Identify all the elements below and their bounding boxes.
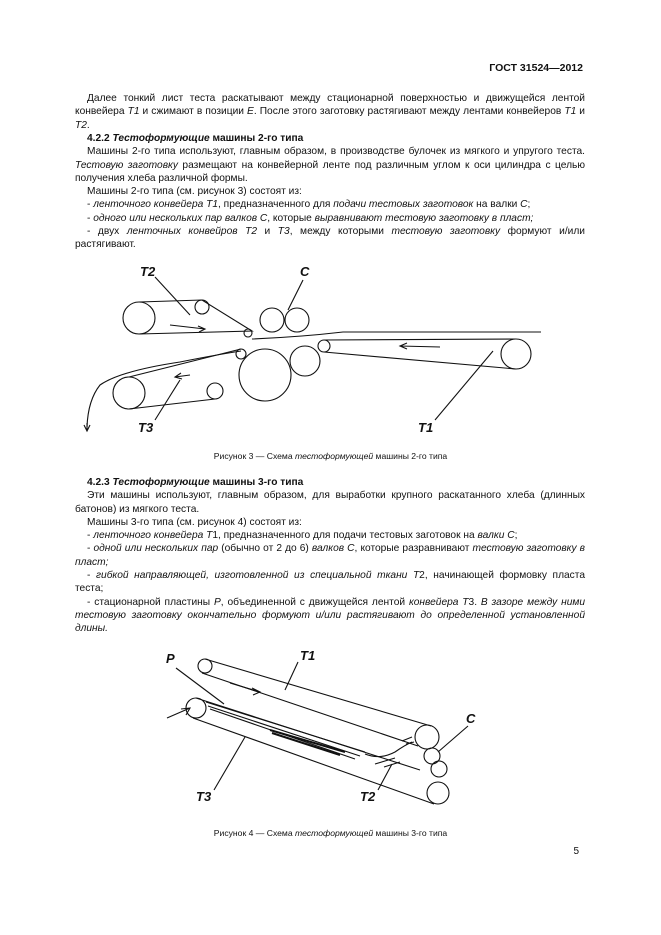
intro-block — [75, 92, 585, 132]
standard-header: ГОСТ 31524—2012 — [489, 62, 583, 74]
label-t3: Т3 — [196, 789, 212, 804]
roller — [290, 346, 320, 376]
roller — [260, 308, 284, 332]
roller — [198, 659, 212, 673]
roller — [415, 725, 439, 749]
drum — [239, 349, 291, 401]
roller — [501, 339, 531, 369]
paragraph: Машины 2-го типа используют, главным образом, в производстве булочек из мягкого и упругого теста. Тестовую заготовку размещают на конвейерной ленте под различным углом к оси цилиндра с целью получения хлеба различной формы. — [75, 146, 585, 184]
figure-3-caption: Рисунок 3 — Схема тестоформующей машины 2-го типа — [213, 451, 448, 461]
figure-4-caption: Рисунок 4 — Схема тестоформующей машины 3-го типа — [213, 828, 448, 838]
list-item: - одного или нескольких пар валков С, которые выравнивают тестовую заготовку в пласт; — [87, 212, 534, 224]
label-t2: Т2 — [360, 789, 376, 804]
roller — [113, 377, 145, 409]
list-item: - ленточного конвейера Т1, предназначенного для подачи тестовых заготовок на валки С; — [87, 199, 531, 211]
intro-paragraph: Далее тонкий лист теста раскатывают между стационарной поверхностью и движущейся лентой конвейера Т1 и сжимают в позиции Е. После этого заготовку растягивают между лентами конвейеров Т1 и Т2. — [75, 93, 585, 131]
roller — [318, 340, 330, 352]
label-t2: Т2 — [140, 264, 156, 279]
roller — [236, 349, 246, 359]
label-t1: Т1 — [300, 648, 316, 663]
section-heading: 4.2.3 Тестоформующие машины 3-го типа — [87, 477, 304, 488]
list-item: - ленточного конвейера Т1, предназначенного для подачи тестовых заготовок на валки С; — [87, 530, 518, 542]
page-number: 5 — [573, 846, 579, 857]
list-item: - гибкой направляющей, изготовленной из специальной ткани Т2, начинающей формовку пласта теста; — [75, 570, 585, 595]
paragraph: Машины 3-го типа (см. рисунок 4) состоят из: — [87, 516, 302, 528]
section-4-2-2 — [75, 132, 585, 252]
roller — [195, 300, 209, 314]
label-c: С — [300, 264, 310, 279]
paragraph: Машины 2-го типа (см. рисунок 3) состоят из: — [87, 186, 302, 198]
figure-4-diagram — [0, 642, 661, 817]
section-heading: 4.2.2 Тестоформующие машины 2-го типа — [87, 133, 304, 144]
roller — [285, 308, 309, 332]
label-p: Р — [166, 651, 175, 666]
label-c: С — [466, 711, 476, 726]
section-4-2-3 — [75, 476, 585, 636]
roller — [207, 383, 223, 399]
list-item: - одной или нескольких пар (обычно от 2 до 6) валков С, которые разравнивают тестовую заготовку в пласт; — [75, 543, 585, 568]
roller — [431, 761, 447, 777]
list-item: - стационарной пластины Р, объединенной с движущейся лентой конвейера Т3. В зазоре между ними тестовую заготовку окончательно формуют и/или растягивают до определенной установленной длины. — [75, 596, 586, 635]
list-item: - двух ленточных конвейров Т2 и Т3, между которыми тестовую заготовку формуют и/или растягивают. — [75, 226, 585, 251]
paragraph: Эти машины используют, главным образом, для выработки крупного раскатанного хлеба (длинных батонов) из мягкого теста. — [75, 490, 585, 515]
roller — [427, 782, 449, 804]
label-t1: Т1 — [418, 420, 434, 435]
roller — [123, 302, 155, 334]
figure-3-diagram — [0, 255, 661, 445]
label-t3: Т3 — [138, 420, 154, 435]
